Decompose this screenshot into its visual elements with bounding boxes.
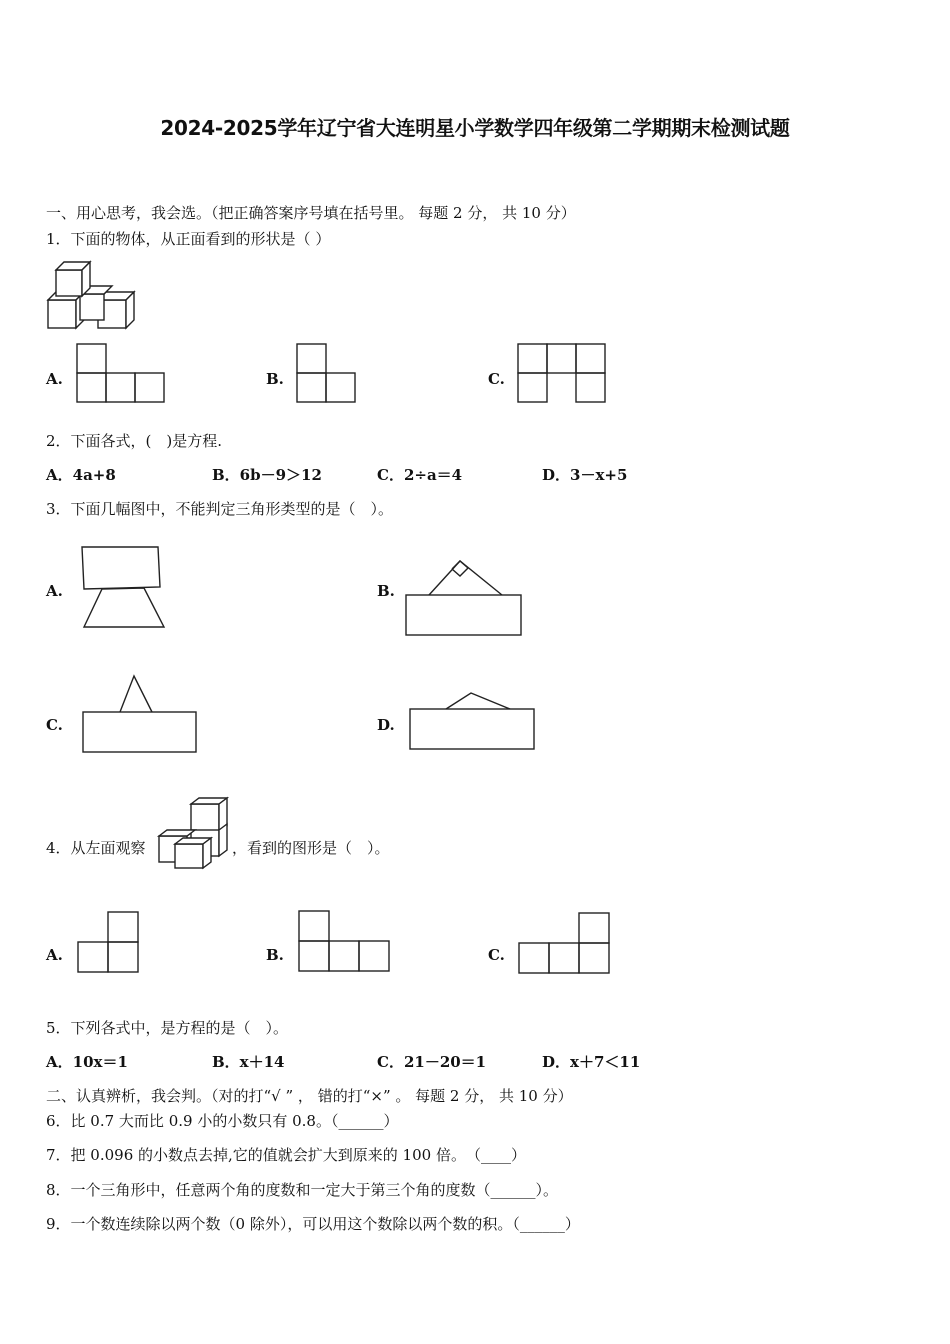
q4-solid-figure [155, 796, 231, 870]
q3-option-b-label[interactable]: B. [377, 582, 395, 600]
q1-option-a-label[interactable]: A. [46, 370, 63, 388]
q4-option-a-label[interactable]: A. [46, 946, 63, 964]
q4-option-b-figure [298, 910, 392, 974]
q2-option-a[interactable]: A．4a+8 [46, 466, 116, 484]
q5-stem: 5．下列各式中，是方程的是（ ）。 [46, 1019, 289, 1037]
q7-stem: 7．把 0.096 的小数点去掉,它的值就会扩大到原来的 100 倍。 （____） [46, 1146, 526, 1164]
q3-option-c-figure [82, 674, 198, 754]
page-title: 2024-2025学年辽宁省大连明星小学数学四年级第二学期期末检测试题 [160, 116, 790, 140]
q1-option-a-figure [76, 343, 166, 405]
q5-option-c[interactable]: C．21－20＝1 [377, 1053, 487, 1071]
q5-option-d[interactable]: D．x＋7＜11 [542, 1053, 641, 1071]
q3-stem: 3．下面几幅图中，不能判定三角形类型的是（ ）。 [46, 500, 394, 518]
q6-stem: 6．比 0.7 大而比 0.9 小的小数只有 0.8。（______） [46, 1112, 399, 1130]
q2-option-b[interactable]: B．6b－9＞12 [212, 466, 322, 484]
q3-option-a-label[interactable]: A. [46, 582, 63, 600]
q9-stem: 9．一个数连续除以两个数（0 除外），可以用这个数除以两个数的积。（______） [46, 1215, 580, 1233]
q5-option-a[interactable]: A．10x＝1 [46, 1053, 128, 1071]
q1-solid-figure [44, 258, 144, 333]
q1-option-c-figure [517, 343, 609, 405]
q5-option-b[interactable]: B．x＋14 [212, 1053, 285, 1071]
q3-option-d-figure [409, 690, 537, 752]
q4-option-a-figure [77, 911, 141, 975]
q1-option-b-figure [296, 343, 358, 405]
q4-option-c-figure [518, 912, 612, 976]
section-2-heading: 二、认真辨析，我会判。（对的打“√ ” ， 错的打“×” 。 每题 2 分， 共 10 分） [46, 1087, 573, 1105]
section-1-heading: 一、用心思考，我会选。（把正确答案序号填在括号里。 每题 2 分， 共 10 分） [46, 204, 576, 222]
q2-option-c[interactable]: C．2÷a＝4 [377, 466, 463, 484]
q4-stem-before: 4．从左面观察 [46, 839, 146, 857]
q3-option-c-label[interactable]: C. [46, 716, 63, 734]
q3-option-b-figure [405, 557, 523, 639]
q1-stem: 1．下面的物体，从正面看到的形状是（ ） [46, 230, 331, 248]
q4-option-b-label[interactable]: B. [266, 946, 284, 964]
q4-option-c-label[interactable]: C. [488, 946, 505, 964]
q4-stem-after: ，看到的图形是（ ）。 [232, 839, 390, 857]
q2-stem: 2．下面各式，( )是方程. [46, 432, 223, 450]
q8-stem: 8．一个三角形中，任意两个角的度数和一定大于第三个角的度数（______）。 [46, 1181, 559, 1199]
q3-option-a-figure [80, 545, 164, 629]
q2-option-d[interactable]: D．3－x+5 [542, 466, 628, 484]
q1-option-b-label[interactable]: B. [266, 370, 284, 388]
q1-option-c-label[interactable]: C. [488, 370, 505, 388]
q3-option-d-label[interactable]: D. [377, 716, 395, 734]
